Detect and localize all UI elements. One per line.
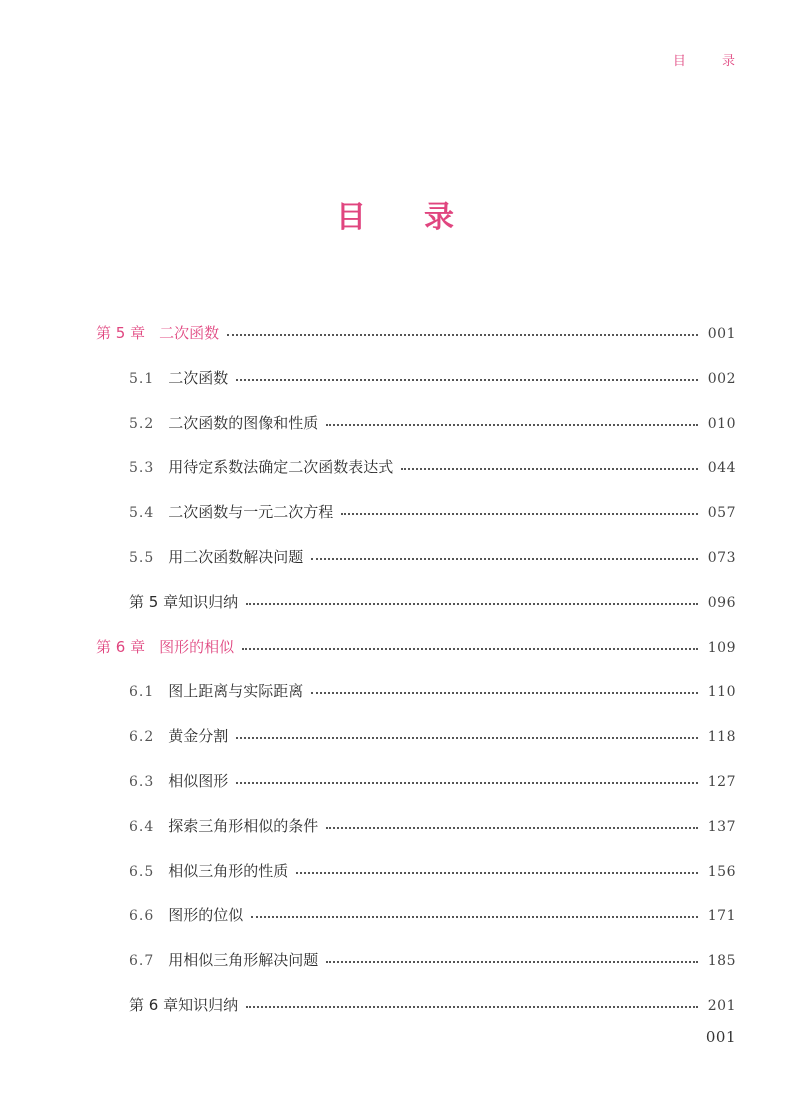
section-title: 用二次函数解决问题: [168, 548, 304, 566]
toc-page-number: 002: [707, 370, 736, 387]
section-title: 二次函数的图像和性质: [168, 413, 319, 432]
toc-page-number: 073: [707, 550, 736, 566]
toc-page-number: 118: [707, 729, 736, 746]
toc-entry-label: [129, 501, 333, 522]
toc-page-number: 010: [707, 415, 736, 432]
toc-page-number: 110: [707, 684, 736, 701]
toc-page-number: 001: [707, 326, 736, 342]
section-number: 6.6: [129, 908, 155, 925]
toc-entry-label: [129, 949, 318, 970]
leader-dots: [326, 817, 698, 829]
leader-dots: [242, 638, 698, 650]
toc-entry[interactable]: [0, 770, 790, 796]
section-title: 二次函数与一元二次方程: [168, 503, 334, 522]
toc-page-number: 109: [707, 639, 736, 656]
leader-dots: [311, 682, 698, 694]
leader-dots: [326, 414, 698, 426]
leader-dots: [401, 458, 698, 470]
section-title: 图上距离与实际距离: [168, 682, 304, 701]
toc-entry-label: [129, 412, 318, 433]
toc-entry[interactable]: [0, 546, 790, 572]
section-number: 5.1: [129, 370, 155, 387]
toc-entry[interactable]: [0, 725, 790, 751]
toc-entry-label: [96, 322, 219, 343]
chapter-number: 第 6 章: [96, 637, 146, 656]
toc-entry-label: [129, 860, 288, 881]
toc-entry[interactable]: [0, 591, 790, 617]
toc-entry[interactable]: [0, 949, 790, 975]
section-number: 5.5: [129, 550, 155, 566]
leader-dots: [236, 772, 698, 784]
toc-entry-label: [129, 680, 303, 701]
toc-page-number: 096: [707, 594, 736, 611]
leader-dots: [246, 593, 698, 605]
toc-entry[interactable]: [0, 860, 790, 886]
section-number: 5.4: [129, 505, 155, 522]
summary-title: 第 6 章知识归纳: [129, 996, 239, 1014]
section-title: 二次函数: [168, 368, 229, 387]
leader-dots: [236, 369, 698, 381]
toc-page-number: 185: [707, 953, 736, 970]
leader-dots: [341, 503, 698, 515]
toc-entry-label: [96, 636, 234, 657]
toc-page-number: 201: [707, 998, 736, 1014]
section-number: 6.7: [129, 953, 155, 970]
leader-dots: [251, 906, 698, 918]
section-title: 图形的位似: [168, 906, 244, 925]
toc-entry-label: [129, 815, 318, 836]
section-title: 相似图形: [168, 772, 229, 790]
section-title: 相似三角形的性质: [168, 861, 289, 880]
toc-entry-label: [129, 770, 228, 791]
toc-entry-label: [129, 725, 228, 746]
toc-page-number: 057: [707, 505, 736, 522]
leader-dots: [246, 996, 698, 1008]
chapter-title: 图形的相似: [159, 637, 235, 656]
leader-dots: [296, 862, 698, 874]
toc-page-number: 127: [707, 774, 736, 790]
toc-entry-label: [129, 546, 303, 567]
summary-title: 第 5 章知识归纳: [129, 592, 239, 611]
section-number: 6.1: [129, 684, 155, 701]
chapter-title: 二次函数: [159, 324, 220, 342]
chapter-number: 第 5 章: [96, 324, 146, 342]
toc-page-number: 171: [707, 908, 736, 925]
section-number: 6.5: [129, 863, 155, 880]
toc-entry[interactable]: [0, 994, 790, 1020]
section-title: 用待定系数法确定二次函数表达式: [168, 458, 394, 477]
leader-dots: [227, 324, 698, 336]
toc-page-number: 044: [707, 460, 736, 477]
toc-entry[interactable]: [0, 456, 790, 482]
toc-entry-label: [129, 994, 238, 1015]
toc-entry-label: [129, 591, 238, 612]
toc-entry[interactable]: [0, 815, 790, 841]
section-number: 6.2: [129, 729, 155, 746]
leader-dots: [236, 727, 698, 739]
section-title: 用相似三角形解决问题: [168, 951, 319, 970]
toc-entry[interactable]: [0, 367, 790, 393]
toc-entry-label: [129, 456, 393, 477]
leader-dots: [326, 951, 698, 963]
running-header: 目 录: [672, 54, 751, 69]
section-number: 5.2: [129, 415, 155, 432]
section-number: 6.4: [129, 818, 155, 835]
leader-dots: [311, 548, 698, 560]
section-number: 5.3: [129, 460, 155, 477]
toc-entry[interactable]: [0, 680, 790, 706]
toc-page-number: 137: [707, 818, 736, 835]
toc-entry[interactable]: [0, 636, 790, 662]
page-title: 目录: [336, 200, 512, 235]
section-number: 6.3: [129, 774, 155, 790]
toc-entry[interactable]: [0, 501, 790, 527]
toc-entry[interactable]: [0, 322, 790, 348]
toc-entry[interactable]: [0, 904, 790, 930]
toc-entry-label: [129, 367, 228, 388]
toc-entry[interactable]: [0, 412, 790, 438]
toc-entry-label: [129, 904, 243, 925]
page-number: 001: [705, 1028, 736, 1046]
section-title: 探索三角形相似的条件: [168, 816, 319, 835]
toc-page-number: 156: [707, 863, 736, 880]
section-title: 黄金分割: [168, 727, 229, 746]
